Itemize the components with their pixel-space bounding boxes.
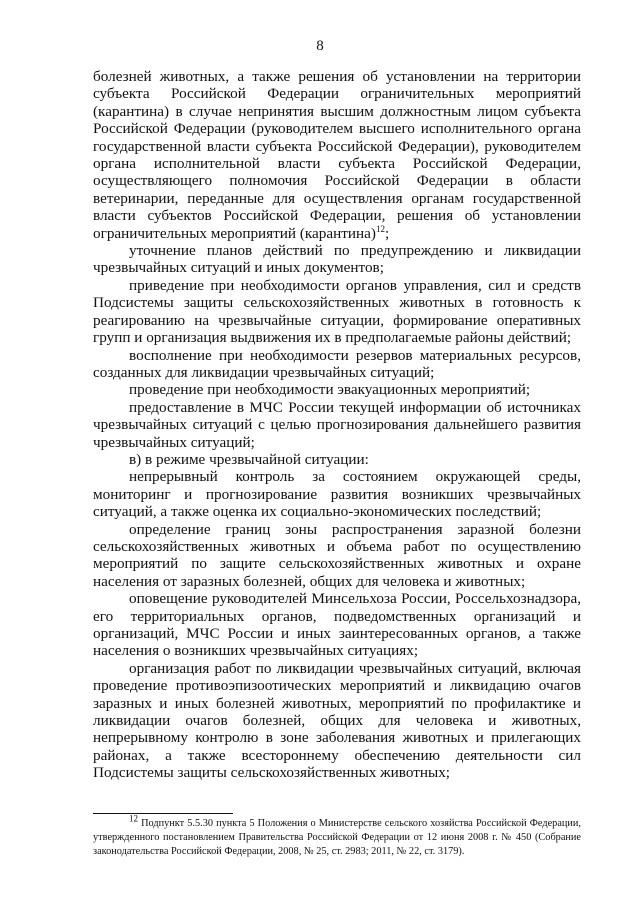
footnote-separator [93, 813, 233, 814]
paragraph: проведение при необходимости эвакуационных мероприятий; [129, 381, 531, 399]
paragraph: восполнение при необходимости резервов материальных ресурсов, созданных для ликвидации чрезвычайных ситуаций; [93, 346, 581, 381]
footnote [93, 813, 581, 859]
body-text [93, 68, 581, 782]
footnote-text: Подпункт 5.5.30 пункта 5 Положения о Министерстве сельского хозяйства Российской Федерации, утвержденного постановлением Правительства Российской Федерации от 12 июня 2008 г. № 450 (Собрание законодательства Российской Федерации, 2008, № 25, ст. 2983; 2011, № 22, ст. 3179). [93, 818, 581, 857]
page-number: 8 [316, 38, 324, 54]
paragraph-text: болезней животных, а также решения об установлении на территории субъекта Российской Федерации ограничительных мероприятий (карантина) в случае непринятия высшим должностным лицом субъекта Российской Федерации (руководителем высшего исполнительного органа государственной власти субъекта Российской Федерации), руководителем органа исполнительной власти субъекта Российской Федерации, осуществляющего полномочия Российской Федерации в области ветеринарии, переданные для осуществления органам государственной власти субъектов Российской Федерации, решения об установлении ограничительных мероприятий (карантина) [93, 68, 581, 242]
paragraph-tail: ; [384, 224, 390, 242]
footnote-reference: 12 [375, 223, 385, 234]
paragraph: уточнение планов действий по предупреждению и ликвидации чрезвычайных ситуаций и иных документов; [93, 242, 581, 277]
paragraph: приведение при необходимости органов управления, сил и средств Подсистемы защиты сельскохозяйственных животных в готовность к реагированию на чрезвычайные ситуации, формирование оперативных групп и организация выдвижения их в предполагаемые районы действий; [93, 276, 581, 347]
paragraph: предоставление в МЧС России текущей информации об источниках чрезвычайных ситуаций с целью прогнозирования дальнейшего развития чрезвычайных ситуаций; [93, 398, 581, 451]
section-heading: в) в режиме чрезвычайной ситуации: [129, 450, 369, 468]
paragraph [93, 68, 581, 242]
paragraph: непрерывный контроль за состоянием окружающей среды, мониторинг и прогнозирование развития возникших чрезвычайных ситуаций, а также оценка их социально-экономических последствий; [93, 468, 581, 521]
paragraph: оповещение руководителей Минсельхоза России, Россельхознадзора, его территориальных органов, подведомственных организаций и организаций, МЧС России и иных заинтересованных органов, а также населения о возникших чрезвычайных ситуациях; [93, 590, 581, 660]
paragraph: организация работ по ликвидации чрезвычайных ситуаций, включая проведение противоэпизоотических мероприятий и ликвидацию очагов заразных и иных болезней животных, мероприятий по профилактике и ликвидации очагов болезней, общих для человека и животных, непрерывному контролю в зоне заболевания животных и прилегающих районах, а также всестороннему обеспечению деятельности сил Подсистемы защиты сельскохозяйственных животных; [93, 659, 581, 782]
paragraph: определение границ зоны распространения заразной болезни сельскохозяйственных животных и объема работ по осуществлению мероприятий по защите сельскохозяйственных животных и охране населения от заразных болезней, общих для человека и животных; [93, 520, 581, 590]
footnote-marker: 12 [129, 813, 138, 824]
